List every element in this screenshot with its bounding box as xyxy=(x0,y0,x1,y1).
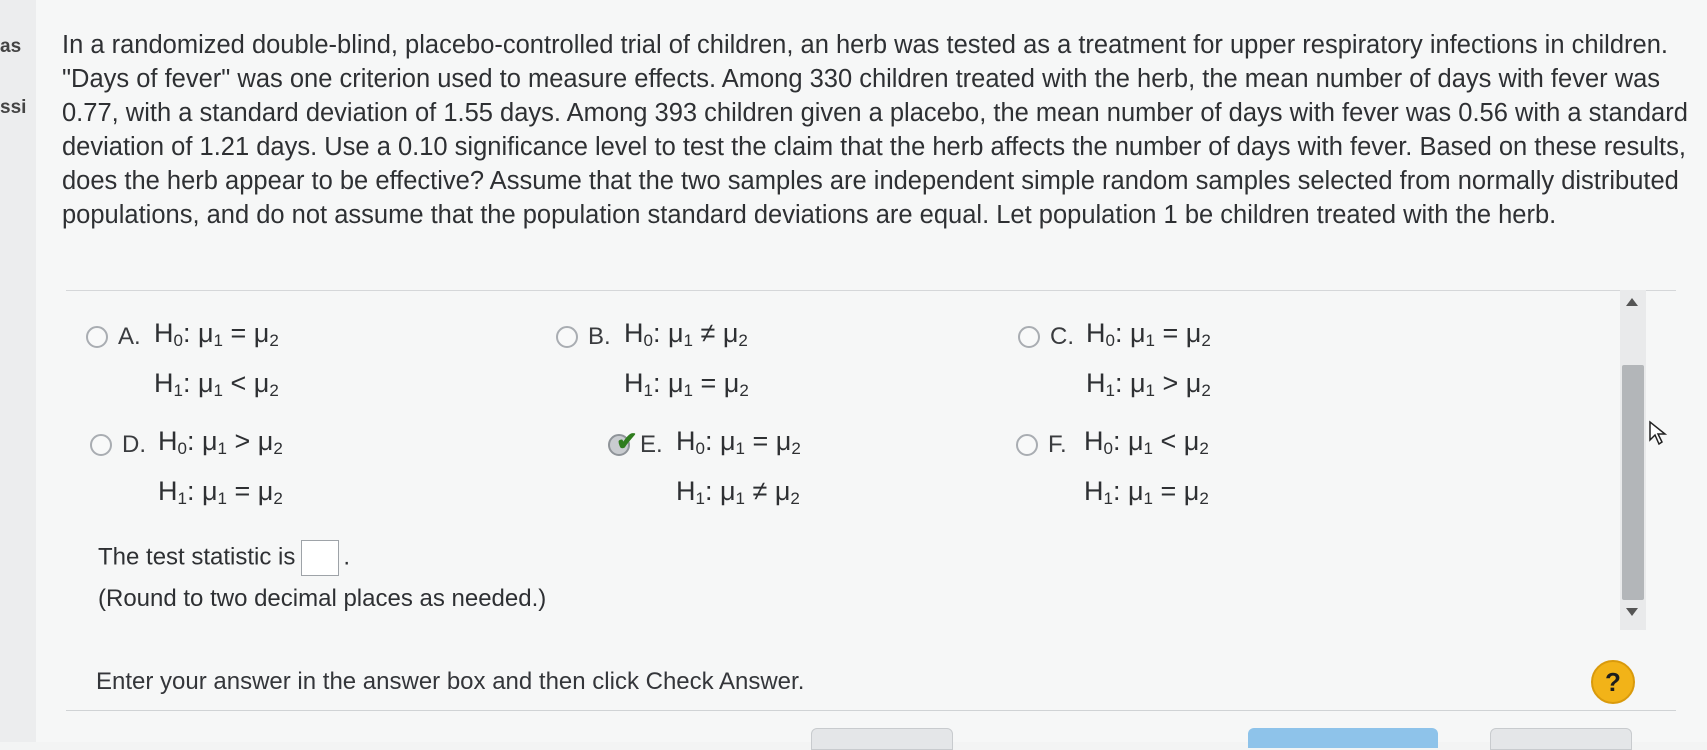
divider xyxy=(66,290,1676,291)
option-letter: C. xyxy=(1050,323,1074,350)
option-letter: B. xyxy=(588,323,611,350)
mouse-cursor-icon xyxy=(1648,420,1668,451)
test-statistic-input[interactable] xyxy=(301,540,339,576)
radio-option-c[interactable] xyxy=(1018,326,1040,348)
option-a[interactable] xyxy=(86,312,279,412)
h0-hypothesis: $H_0$: $\mu_1 < \mu_2$ xyxy=(1084,426,1209,458)
scroll-down-icon[interactable] xyxy=(1626,608,1638,616)
h1-hypothesis: $H_1$: $\mu_1 = \mu_2$ xyxy=(624,368,749,400)
h1-relation: ≠ xyxy=(752,476,768,506)
footer-divider xyxy=(66,710,1676,711)
h1-hypothesis: $H_1$: $\mu_1 = \mu_2$ xyxy=(158,476,283,508)
radio-option-b[interactable] xyxy=(556,326,578,348)
option-f[interactable] xyxy=(1016,420,1209,520)
instruction-text: Enter your answer in the answer box and then click Check Answer. xyxy=(96,668,805,695)
h0-relation: < xyxy=(1160,426,1177,456)
left-fragment-1: as xyxy=(0,36,22,57)
h0-relation: = xyxy=(752,426,769,456)
option-c[interactable] xyxy=(1018,312,1211,412)
radio-option-e[interactable] xyxy=(608,426,638,456)
help-button[interactable]: ? xyxy=(1591,660,1635,704)
h0-hypothesis: $H_0$: $\mu_1 \ne \mu_2$ xyxy=(624,318,748,350)
footer-button-fragment[interactable] xyxy=(811,728,953,750)
test-statistic-row xyxy=(98,540,350,576)
question-text: In a randomized double-blind, placebo-controlled trial of children, an herb was tested as a treatment for upper respiratory infections in children. "Days of fever" was one criterion used to measure effects. Among 330 children treated with the herb, the mean number of days with fever was 0.77, with a standard deviation of 1.55 days. Among 393 children given a placebo, the mean number of days with fever was 0.56 with a standard deviation of 1.21 days. Use a 0.10 significance level to test the claim that the herb affects the number of days with fever. Based on these results, does the herb appear to be effective? Assume that the two samples are independent simple random samples selected from normally distributed populations, and do not assume that the population standard deviations are equal. Let population 1 be children treated with the herb. xyxy=(62,31,1688,229)
h0-relation: = xyxy=(1162,318,1179,348)
h0-hypothesis: $H_0$: $\mu_1 = \mu_2$ xyxy=(676,426,801,458)
radio-option-d[interactable] xyxy=(90,434,112,456)
h1-hypothesis: $H_1$: $\mu_1 \ne \mu_2$ xyxy=(676,476,800,508)
checkmark-icon: ✔ xyxy=(616,426,638,456)
option-b[interactable] xyxy=(556,312,749,412)
test-statistic-suffix: . xyxy=(343,543,351,571)
h0-hypothesis: $H_0$: $\mu_1 = \mu_2$ xyxy=(154,318,279,350)
h1-hypothesis: $H_1$: $\mu_1 > \mu_2$ xyxy=(1086,368,1211,400)
h0-relation: ≠ xyxy=(700,318,716,348)
rounding-note: (Round to two decimal places as needed.) xyxy=(98,585,547,612)
h1-relation: > xyxy=(1162,368,1179,398)
radio-option-f[interactable] xyxy=(1016,434,1038,456)
h1-relation: = xyxy=(700,368,717,398)
option-d[interactable] xyxy=(90,420,283,520)
h0-hypothesis: $H_0$: $\mu_1 = \mu_2$ xyxy=(1086,318,1211,350)
option-e[interactable] xyxy=(608,420,801,520)
h1-hypothesis: $H_1$: $\mu_1 = \mu_2$ xyxy=(1084,476,1209,508)
h0-relation: > xyxy=(234,426,251,456)
test-statistic-label: The test statistic is xyxy=(98,543,296,571)
option-letter: A. xyxy=(118,323,141,350)
h1-relation: < xyxy=(230,368,247,398)
radio-option-a[interactable] xyxy=(86,326,108,348)
scrollbar-thumb[interactable] xyxy=(1622,365,1644,600)
left-fragment-2: ssi xyxy=(0,97,27,118)
h0-relation: = xyxy=(230,318,247,348)
h1-relation: = xyxy=(1160,476,1177,506)
left-panel-strip xyxy=(0,0,36,742)
option-letter: D. xyxy=(122,431,146,458)
question-panel xyxy=(36,0,1707,742)
h1-relation: = xyxy=(234,476,251,506)
option-letter: E. xyxy=(640,431,663,458)
option-letter: F. xyxy=(1048,431,1067,458)
check-answer-button-fragment[interactable] xyxy=(1248,728,1438,748)
h0-hypothesis: $H_0$: $\mu_1 > \mu_2$ xyxy=(158,426,283,458)
h1-hypothesis: $H_1$: $\mu_1 < \mu_2$ xyxy=(154,368,279,400)
footer-button-fragment[interactable] xyxy=(1490,728,1632,750)
scroll-up-icon[interactable] xyxy=(1626,298,1638,306)
